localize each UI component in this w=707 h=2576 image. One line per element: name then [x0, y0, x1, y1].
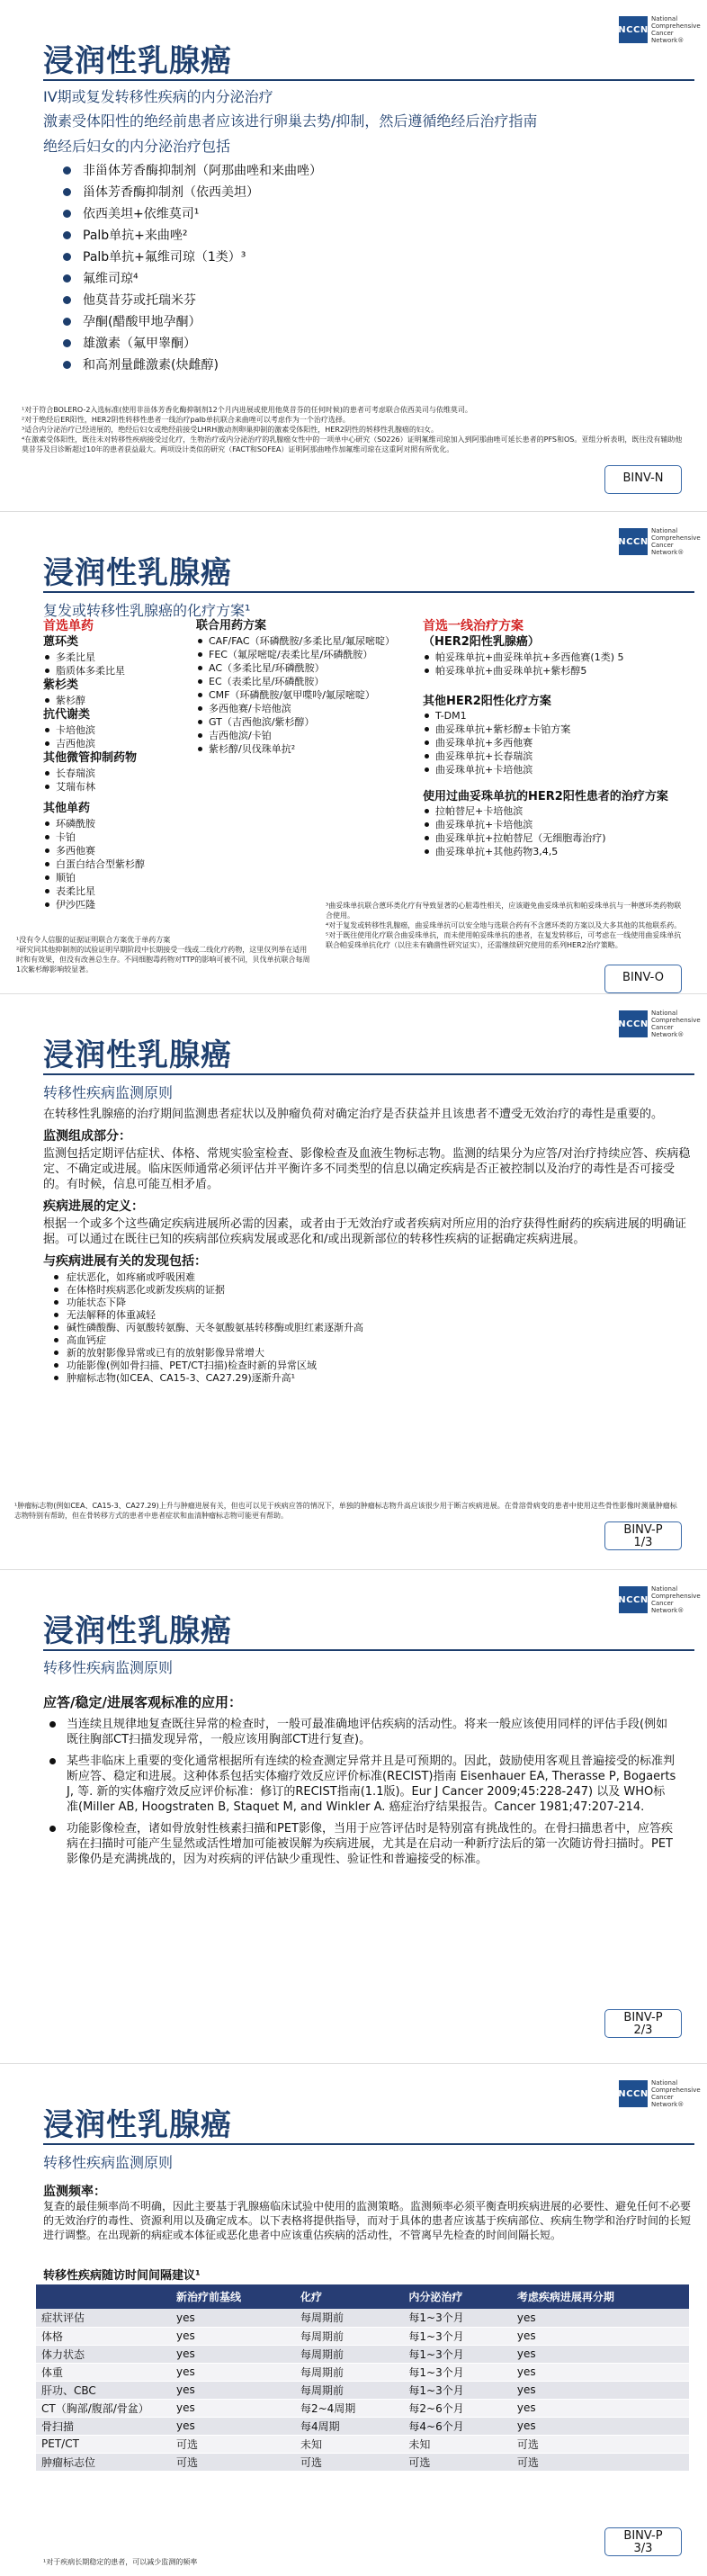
page-monitoring-1: [0, 993, 707, 1569]
table-cell: 可选: [295, 2453, 403, 2471]
list-item: 卡培他滨: [43, 723, 196, 737]
logo-line: Cancer: [651, 542, 674, 549]
list-item: 无法解释的体重减轻: [52, 1309, 691, 1322]
footnote: ¹肿瘤标志物(例如CEA、CA15-3、CA27.29)上升与肿瘤进展有关，但也可以见于疾病应答的情况下，单独的肿瘤标志物升高应该很少用于断言疾病进展。在骨溶骨病变的患者中使用这些骨性影像时测量肿瘤标志物特别有帮助，但在骨转移方式的患者中患者症状和血清肿瘤标志物可能更有帮助。: [14, 1502, 677, 1520]
table-cell: 每4周期: [295, 2417, 403, 2435]
footnote: ³曲妥珠单抗联合蒽环类化疗有导致显著的心脏毒性相关，应该避免曲妥珠单抗和帕妥珠单抗与一种蒽环类药物联合使用。 ⁴对于复发或转移性乳腺癌，曲妥珠单抗可以安全地与选联合药有不含蒽环类的方案以及大多其他的其他联系药。 ⁵对于既往使用化疗联合曲妥珠单抗，而未使用帕妥珠单抗的患者，在复发转移后，可考虑在一线使用曲妥珠单抗联合帕妥珠单抗化疗（以往未有确凿性研究证实），还需继续研究使用的系列HER2治疗策略。: [326, 902, 682, 949]
nccn-logo-mark: NCCN: [619, 1586, 648, 1613]
table-cell: 肿瘤标志位: [36, 2453, 171, 2471]
list-item: CAF/FAC（环磷酰胺/多柔比星/氟尿嘧啶）: [196, 634, 421, 648]
page-monitoring-2: [0, 1569, 707, 2063]
list-item: T-DM1: [423, 709, 693, 723]
table-header-row: [36, 2284, 689, 2309]
section-subtitle: IV期或复发转移性疾病的内分泌治疗: [43, 88, 273, 105]
table-cell: yes: [512, 2363, 689, 2381]
components-heading: 监测组成部分：: [43, 1129, 131, 1144]
list-item: 顺铂: [43, 871, 196, 884]
list-item: 甾体芳香酶抑制剂（依西美坦）: [63, 182, 322, 203]
other-single-heading: 其他单药: [43, 802, 91, 815]
intro-paragraph: 在转移性乳腺癌的治疗期间监测患者症状以及肿瘤负荷对确定治疗是否获益并且该患者不遭受无效治疗的毒性是重要的。: [43, 1108, 664, 1121]
footnote: ⁴在激素受体阳性，既往未对转移性疾病接受过化疗，生物治疗或内分泌治疗的乳腺癌女性中的一项单中心研究（S0226）证明氟维司琼加入到阿那曲唑可延长患者的PFS和OS。亚组分析表明，既往没有辅助他莫昔芬及目诊断超过10年的患者获益最大。两项设计类似的研究（FACT和SOFEA）证明阿那曲唑作加氟维司琼在这重阿对照有所优化。: [22, 435, 683, 453]
list-item: 紫杉醇/贝伐珠单抗²: [196, 742, 421, 756]
table-cell: 未知: [403, 2435, 511, 2453]
findings-list: [52, 1271, 691, 1385]
section-subtitle: 转移性疾病监测原则: [43, 1659, 174, 1676]
page-number: 1/3: [633, 1536, 653, 1549]
list-item: 雄激素（氟甲睾酮）: [63, 333, 322, 355]
table-cell: 每2~4周期: [295, 2399, 403, 2417]
microtubule-heading: 其他微管抑制药物: [43, 751, 138, 765]
her2-column: [423, 618, 693, 858]
antimetabolites-heading: 抗代谢类: [43, 708, 91, 722]
list-item: 脂质体多柔比星: [43, 664, 196, 678]
list-item: AC（多柔比星/环磷酰胺）: [196, 661, 421, 675]
nccn-logo: [618, 525, 701, 559]
page-code: BINV-P: [623, 1523, 663, 1537]
list-item: 曲妥珠单抗+紫杉醇±卡铂方案: [423, 723, 693, 736]
table-cell: yes: [512, 2381, 689, 2399]
frequency-heading: 监测频率：: [43, 2185, 106, 2199]
table-cell: yes: [171, 2381, 295, 2399]
table-cell: 可选: [512, 2453, 689, 2471]
table-cell: 可选: [171, 2435, 295, 2453]
table-cell: 每4~6个月: [403, 2417, 511, 2435]
logo-line: Cancer: [651, 1600, 674, 1607]
table-cell: yes: [512, 2417, 689, 2435]
table-row: [36, 2399, 689, 2417]
list-item: Palb单抗+氟维司琼（1类）³: [63, 247, 322, 268]
table-cell: 每周期前: [295, 2309, 403, 2327]
progression-findings-heading: 与疾病进展有关的发现包括：: [43, 1254, 207, 1269]
table-row: [36, 2327, 689, 2345]
table-cell: 体重: [36, 2363, 171, 2381]
title-divider: [43, 1073, 694, 1075]
list-item: 新的放射影像异常或已有的放射影像异常增大: [52, 1347, 691, 1360]
table-cell: yes: [512, 2399, 689, 2417]
list-item: 非甾体芳香酶抑制剂（阿那曲唑和来曲唑）: [63, 160, 322, 182]
nccn-logo-text: [651, 1585, 701, 1614]
logo-line: Network®: [651, 549, 685, 556]
progression-def-heading: 疾病进展的定义：: [43, 1199, 144, 1214]
list-item: 曲妥珠单抗+其他药物3,4,5: [423, 845, 693, 858]
logo-line: Network®: [651, 1031, 685, 1038]
section-subtitle: 复发或转移性乳腺癌的化疗方案¹: [43, 602, 251, 619]
table-cell: CT（胸部/腹部/骨盆）: [36, 2399, 171, 2417]
table-cell: 每1~3个月: [403, 2381, 511, 2399]
logo-line: National: [651, 15, 678, 22]
title-divider: [43, 79, 694, 81]
nccn-logo-text: [651, 15, 701, 44]
frequency-paragraph: 复查的最佳频率尚不明确，因此主要基于乳腺癌临床试验中使用的监测策略。监测频率必须平衡查明疾病进展的必要性、避免任何不必要的无效治疗的毒性、资源利用以及确定成本。以下表格将提供指导，而对于具体的患者应该基于疾病部位、疾病生物学和治疗时间的长短进行调整。在出现新的病症或本体征或恶化患者中应该重估疾病的活动性，不管离早先检查的时间间隔长短。: [43, 2200, 692, 2241]
progression-def-paragraph: 根据一个或多个这些确定疾病进展所必需的因素，或者由于无效治疗或者疾病对所应用的治疗获得性耐药的疾病进展的明确证据。可以通过在既往已知的疾病部位疾病发展或恶化和/或出现新部位的转移性疾病的证据确定疾病进展。: [43, 1217, 687, 1246]
nccn-logo: [618, 1007, 701, 1041]
list-item: CMF（环磷酰胺/氨甲喋呤/氟尿嘧啶）: [196, 688, 421, 702]
table-cell: yes: [171, 2345, 295, 2363]
table-cell: 每1~3个月: [403, 2363, 511, 2381]
list-item: 伊沙匹隆: [43, 898, 196, 911]
list-item: 症状恶化，如疼痛或呼吸困难: [52, 1271, 691, 1284]
list-item: 曲妥珠单抗+卡培他滨: [423, 763, 693, 776]
criteria-heading: 应答/稳定/进展客观标准的应用：: [43, 1694, 242, 1710]
table-cell: yes: [171, 2309, 295, 2327]
section-subtitle: 激素受体阳性的绝经前患者应该进行卵巢去势/抑制，然后遵循绝经后治疗指南: [43, 112, 538, 130]
page-code: BINV-P: [623, 2529, 663, 2543]
list-item: 氟维司琼⁴: [63, 268, 322, 290]
list-item: 多柔比星: [43, 651, 196, 664]
list-item: 曲妥珠单抗+卡培他滨: [423, 818, 693, 831]
list-item: 拉帕替尼+卡培他滨: [423, 804, 693, 818]
list-item: 高血钙症: [52, 1334, 691, 1347]
nccn-logo: [618, 1583, 701, 1617]
page-title: 浸润性乳腺癌: [43, 43, 232, 79]
table-cell: 可选: [512, 2435, 689, 2453]
list-item: 艾瑞布林: [43, 780, 196, 794]
her2-first-line-subheading: （HER2阳性乳腺癌）: [423, 635, 540, 649]
nccn-logo-mark: NCCN: [619, 16, 648, 43]
table-cell: 每1~3个月: [403, 2345, 511, 2363]
list-item: 肿瘤标志物(如CEA、CA15-3、CA27.29)逐渐升高¹: [52, 1372, 691, 1385]
list-item: 卡铂: [43, 830, 196, 844]
table-cell: yes: [512, 2327, 689, 2345]
table-cell: 每1~3个月: [403, 2309, 511, 2327]
table-header: 考虑疾病进展再分期: [512, 2284, 689, 2309]
other-her2-heading: 其他HER2阳性化疗方案: [423, 695, 551, 708]
list-item: EC（表柔比星/环磷酰胺）: [196, 675, 421, 688]
monitoring-body: [43, 1107, 691, 1385]
table-row: [36, 2309, 689, 2327]
list-item: 在体格时疾病恶化或新发疾病的证据: [52, 1284, 691, 1297]
footnotes: [22, 405, 687, 454]
table-cell: 每2~6个月: [403, 2399, 511, 2417]
list-item: FEC（氟尿嘧啶/表柔比星/环磷酰胺）: [196, 648, 421, 661]
logo-line: Cancer: [651, 30, 674, 37]
table-header: 新治疗前基线: [171, 2284, 295, 2309]
list-item: 碱性磷酸酶、丙氨酸转氨酶、天冬氨酸氨基转移酶或胆红素逐渐升高: [52, 1322, 691, 1334]
nccn-logo-text: [651, 527, 701, 556]
table-row: [36, 2435, 689, 2453]
footnote: ¹对于符合BOLERO-2入选标准(使用非甾体芳香化酶抑制剂12个月内进展或使用他莫昔芬的任何时候)的患者可考虑联合依西美司与依维莫司。: [22, 406, 472, 414]
table-cell: yes: [171, 2399, 295, 2417]
table-header: 化疗: [295, 2284, 403, 2309]
logo-line: Comprehensive: [651, 1017, 701, 1024]
logo-line: National: [651, 527, 678, 534]
footnote: ¹没有令人信服的证据证明联合方案优于单药方案 ²研究同其他抑制剂的试验证明早期阶段中长期接受一线或二线化疗药物，这里仅列举在适用时和有效果，但没有改善总生存。不同细胞毒药物对TTP的影响可被不同，贝伐单抗联合每周1次紫杉醇影响较显著。: [16, 936, 310, 974]
list-item: 和高剂量雌激素(炔雌醇): [63, 355, 322, 376]
footnote: ²对于绝经后ER阳性，HER2阴性转移性患者一线治疗palb单抗联合来曲唑可以考虑作为一个治疗选择。: [22, 416, 350, 424]
table-row: [36, 2453, 689, 2471]
table-cell: 症状评估: [36, 2309, 171, 2327]
preferred-single-heading: 首选单药: [43, 619, 94, 633]
table-cell: 未知: [295, 2435, 403, 2453]
components-paragraph: 监测包括定期评估症状、体格、常规实验室检查、影像检查及血液生物标志物。监测的结果分为应答/对治疗持续应答、疾病稳定、不确定或进展。临床医师通常必须评估并平衡许多不同类型的信息以确定疾病是否正被控制以及治疗的毒性是否可接受的。有时候，信息可能互相矛盾。: [43, 1147, 691, 1191]
list-item: 功能影像(例如骨扫描、PET/CT扫描)检查时新的异常区域: [52, 1360, 691, 1372]
page-monitoring-3: [0, 2063, 707, 2576]
logo-line: National: [651, 1010, 678, 1017]
table-cell: 体力状态: [36, 2345, 171, 2363]
page-title: 浸润性乳腺癌: [43, 555, 232, 591]
page-code-button[interactable]: [604, 2009, 682, 2038]
monitoring-interval-table: [36, 2284, 689, 2472]
list-item: 环磷酰胺: [43, 817, 196, 830]
nccn-logo: [618, 13, 701, 47]
page-number: 3/3: [633, 2542, 653, 2555]
logo-line: Comprehensive: [651, 1593, 701, 1600]
list-item: 他莫昔芬或托瑞米芬: [63, 290, 322, 311]
table-cell: 每周期前: [295, 2327, 403, 2345]
table-cell: 肝功、CBC: [36, 2381, 171, 2399]
table-cell: PET/CT: [36, 2435, 171, 2453]
page-title: 浸润性乳腺癌: [43, 1037, 232, 1073]
page-code-button[interactable]: BINV-O: [604, 965, 682, 993]
nccn-logo-text: [651, 2079, 701, 2108]
list-item: 某些非临床上重要的变化通常根据所有连续的检查测定异常并且是可预期的。因此，鼓励使用客观且普遍接受的标准判断应答、稳定和进展。这种体系包括实体瘤疗效反应评价标准(RECIST)指南 Eisenhauer EA, Therasse P, Bogaerts J, 等. 新的实体瘤疗效反应评价标准：修订的RECIST指南(1.1版)。Eur J Cancer 2009;45:228-247) 以及 WHO标准(Miller AB, Hoogstraten B, Staquet M, and Winkler A. 癌症治疗结果报告。Cancer 1981;47:207-214.: [47, 1754, 676, 1815]
list-item: 吉西他滨/卡铂: [196, 729, 421, 742]
table-cell: 每周期前: [295, 2345, 403, 2363]
table-cell: 体格: [36, 2327, 171, 2345]
list-item: 吉西他滨: [43, 737, 196, 750]
table-caption: 转移性疾病随访时间间隔建议¹: [43, 2269, 201, 2283]
page-code-button[interactable]: [604, 1521, 682, 1550]
list-item: 长春瑞滨: [43, 767, 196, 780]
table-row: [36, 2363, 689, 2381]
table-cell: yes: [171, 2363, 295, 2381]
page-title: 浸润性乳腺癌: [43, 1613, 232, 1649]
table-header: [36, 2284, 171, 2309]
page-number: 2/3: [633, 2024, 653, 2037]
list-item: 依西美坦+依维莫司¹: [63, 203, 322, 225]
title-divider: [43, 1649, 694, 1651]
list-item: 孕酮(醋酸甲地孕酮）: [63, 311, 322, 333]
title-divider: [43, 591, 694, 593]
table-cell: 可选: [171, 2453, 295, 2471]
page-chemotherapy: [0, 511, 707, 993]
table-body: [36, 2309, 689, 2471]
logo-line: Cancer: [651, 1024, 674, 1031]
list-item: GT（吉西他滨/紫杉醇）: [196, 715, 421, 729]
page-endocrine-therapy: [0, 0, 707, 511]
section-subtitle: 转移性疾病监测原则: [43, 2154, 174, 2171]
list-item: 帕妥珠单抗+曲妥珠单抗+紫杉醇5: [423, 664, 693, 678]
nccn-logo-mark: NCCN: [619, 2080, 648, 2107]
table-row: [36, 2345, 689, 2363]
logo-line: Network®: [651, 37, 685, 44]
list-item: 紫杉醇: [43, 694, 196, 707]
anthracyclines-heading: 蒽环类: [43, 635, 79, 649]
nccn-logo-mark: NCCN: [619, 528, 648, 555]
combination-heading: 联合用药方案: [196, 619, 267, 633]
page-code: BINV-P: [623, 2011, 663, 2024]
nccn-logo-text: [651, 1010, 701, 1038]
logo-line: Comprehensive: [651, 22, 701, 30]
taxanes-heading: 紫杉类: [43, 678, 79, 692]
table-cell: 每周期前: [295, 2363, 403, 2381]
single-agent-column: [43, 618, 196, 911]
table-row: [36, 2417, 689, 2435]
logo-line: Comprehensive: [651, 2087, 701, 2094]
list-item: Palb单抗+来曲唑²: [63, 225, 322, 247]
logo-line: Cancer: [651, 2094, 674, 2101]
page-code-button[interactable]: BINV-N: [604, 465, 682, 494]
table-row: [36, 2381, 689, 2399]
nccn-logo: [618, 2077, 701, 2111]
section-subtitle: 绝经后妇女的内分泌治疗包括: [43, 138, 231, 155]
table-cell: yes: [512, 2345, 689, 2363]
list-item: 曲妥珠单抗+多西他赛: [423, 736, 693, 749]
criteria-list: [47, 1717, 676, 1873]
endocrine-list: [63, 160, 322, 376]
list-item: 多西他赛/卡培他滨: [196, 702, 421, 715]
list-item: 功能状态下降: [52, 1297, 691, 1309]
her2-first-line-heading: 首选一线治疗方案: [423, 619, 524, 633]
logo-line: Network®: [651, 2101, 685, 2108]
list-item: 帕妥珠单抗+曲妥珠单抗+多西他赛(1类) 5: [423, 651, 693, 664]
prior-trastuzumab-heading: 使用过曲妥珠单抗的HER2阳性患者的治疗方案: [423, 790, 668, 803]
page-code-button[interactable]: [604, 2527, 682, 2556]
list-item: 多西他赛: [43, 844, 196, 857]
page-title: 浸润性乳腺癌: [43, 2107, 232, 2143]
logo-line: National: [651, 1585, 678, 1593]
footnote: ³适合内分泌治疗已经进展的，绝经后妇女或绝经前接受LHRH激动剂卵巢抑制的激素受体阳性，HER2阴性的转移性乳腺癌的妇女。: [22, 426, 438, 434]
list-item: 曲妥珠单抗+长春瑞滨: [423, 749, 693, 763]
list-item: 当连续且规律地复查既往异常的检查时，一般可最准确地评估疾病的活动性。将来一般应该使用同样的评估手段(例如既往胸部CT扫描发现异常，一般应该用胸部CT进行复查)。: [47, 1717, 676, 1747]
list-item: 白蛋白结合型紫杉醇: [43, 857, 196, 871]
table-cell: 可选: [403, 2453, 511, 2471]
table-cell: yes: [171, 2327, 295, 2345]
logo-line: Network®: [651, 1607, 685, 1614]
footnote: ¹对于疾病长期稳定的患者，可以减少监测的频率: [43, 2558, 198, 2566]
table-cell: 骨扫描: [36, 2417, 171, 2435]
title-divider: [43, 2143, 694, 2145]
table-cell: 每周期前: [295, 2381, 403, 2399]
nccn-logo-mark: NCCN: [619, 1010, 648, 1037]
table-header: 内分泌治疗: [403, 2284, 511, 2309]
logo-line: Comprehensive: [651, 534, 701, 542]
table-cell: yes: [171, 2417, 295, 2435]
list-item: 功能影像检查，诸如骨放射性核素扫描和PET影像，当用于应答评估时是特别富有挑战性的。在骨扫描患者中，应答疾病在扫描时可能产生显然或活性增加可能被误解为疾病进展，尤其是在启动一种新疗法后的第一次随访骨扫描时。PET影像仍是充满挑战的，因为对疾病的评估缺少重现性、验证性和普遍接受的标准。: [47, 1821, 676, 1867]
list-item: 表柔比星: [43, 884, 196, 898]
table-cell: yes: [512, 2309, 689, 2327]
table-cell: 每1~3个月: [403, 2327, 511, 2345]
combination-column: [196, 618, 421, 756]
list-item: 曲妥珠单抗+拉帕替尼（无细胞毒治疗): [423, 831, 693, 845]
section-subtitle: 转移性疾病监测原则: [43, 1084, 174, 1101]
logo-line: National: [651, 2079, 678, 2087]
